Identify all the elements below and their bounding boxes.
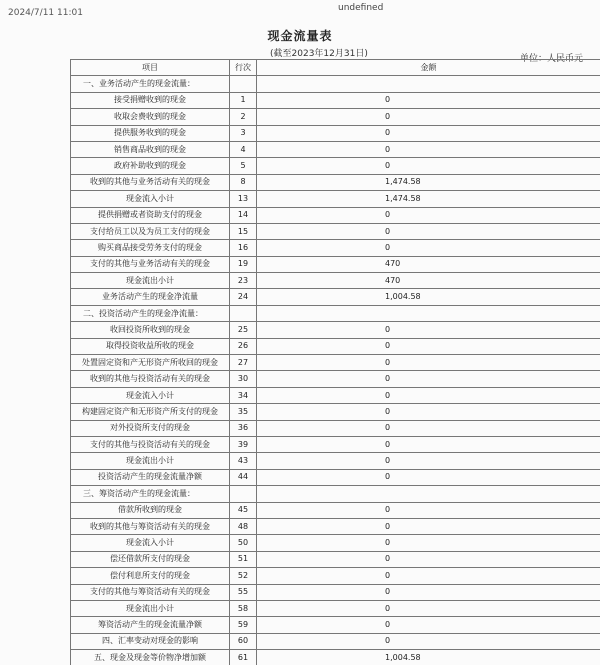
currency-unit: 单位：人民币元 (520, 54, 584, 64)
page-title: 现金流量表 (267, 29, 333, 43)
table-row (71, 355, 600, 371)
row-line-number: 27 (230, 355, 257, 371)
row-amount: 0 (257, 158, 600, 174)
row-item-label: 销售商品收到的现金 (71, 141, 230, 157)
row-line-number: 36 (230, 420, 257, 436)
table-row (71, 289, 600, 305)
row-item-label: 投资活动产生的现金流量净额 (71, 469, 230, 485)
table-row (71, 240, 600, 256)
row-amount: 0 (257, 551, 600, 567)
table-row (71, 486, 600, 502)
table-row (71, 420, 600, 436)
row-amount: 1,004.58 (257, 650, 600, 665)
row-line-number: 19 (230, 256, 257, 272)
row-amount: 0 (257, 338, 600, 354)
table-row (71, 322, 600, 338)
row-line-number: 25 (230, 322, 257, 338)
row-amount: 0 (257, 387, 600, 403)
row-item-label: 收到的其他与投资活动有关的现金 (71, 371, 230, 387)
row-line-number: 45 (230, 502, 257, 518)
row-amount: 470 (257, 273, 600, 289)
row-item-label: 现金流入小计 (71, 535, 230, 551)
table-row (71, 650, 600, 665)
cash-flow-table (70, 59, 600, 665)
row-item-label: 对外投资所支付的现金 (71, 420, 230, 436)
row-amount: 470 (257, 256, 600, 272)
row-line-number: 1 (230, 92, 257, 108)
row-amount: 0 (257, 469, 600, 485)
row-item-label: 借款所收到的现金 (71, 502, 230, 518)
row-line-number: 55 (230, 584, 257, 600)
row-amount: 0 (257, 436, 600, 452)
row-amount: 0 (257, 453, 600, 469)
row-item-label: 支付给员工以及为员工支付的现金 (71, 223, 230, 239)
row-line-number: 43 (230, 453, 257, 469)
row-amount: 0 (257, 535, 600, 551)
table-row (71, 174, 600, 190)
row-item-label: 现金流出小计 (71, 600, 230, 616)
row-line-number: 26 (230, 338, 257, 354)
row-line-number: 51 (230, 551, 257, 567)
row-amount: 0 (257, 633, 600, 649)
table-row (71, 453, 600, 469)
row-line-number: 44 (230, 469, 257, 485)
row-line-number: 59 (230, 617, 257, 633)
row-line-number: 50 (230, 535, 257, 551)
row-amount: 0 (257, 584, 600, 600)
row-item-label: 支付的其他与筹资活动有关的现金 (71, 584, 230, 600)
table-row (71, 92, 600, 108)
row-amount: 0 (257, 502, 600, 518)
period-label: (截至2023年12月31日) (270, 49, 368, 59)
row-line-number: 16 (230, 240, 257, 256)
row-line-number: 15 (230, 223, 257, 239)
row-amount: 0 (257, 600, 600, 616)
row-line-number: 24 (230, 289, 257, 305)
row-item-label: 提供服务收到的现金 (71, 125, 230, 141)
row-amount: 1,474.58 (257, 174, 600, 190)
table-row (71, 191, 600, 207)
table-row (71, 568, 600, 584)
table-row (71, 305, 600, 321)
table-row (71, 76, 600, 92)
row-amount: 0 (257, 240, 600, 256)
row-amount (257, 486, 600, 502)
row-amount: 1,474.58 (257, 191, 600, 207)
row-item-label: 现金流入小计 (71, 191, 230, 207)
row-line-number: 35 (230, 404, 257, 420)
table-row (71, 518, 600, 534)
row-amount: 0 (257, 125, 600, 141)
row-item-label: 收取会费收到的现金 (71, 109, 230, 125)
row-item-label: 收回投资所收到的现金 (71, 322, 230, 338)
row-item-label: 政府补助收到的现金 (71, 158, 230, 174)
row-amount: 0 (257, 322, 600, 338)
table-row (71, 141, 600, 157)
print-timestamp: 2024/7/11 11:01 (8, 8, 83, 18)
row-line-number: 30 (230, 371, 257, 387)
row-item-label: 三、筹资活动产生的现金流量： (71, 486, 230, 502)
table-row (71, 404, 600, 420)
row-line-number: 39 (230, 436, 257, 452)
row-item-label: 业务活动产生的现金净流量 (71, 289, 230, 305)
row-item-label: 支付的其他与投资活动有关的现金 (71, 436, 230, 452)
row-amount: 0 (257, 404, 600, 420)
row-item-label: 收到的其他与业务活动有关的现金 (71, 174, 230, 190)
row-item-label: 处置固定资和产无形资产所收回的现金 (71, 355, 230, 371)
row-amount: 0 (257, 518, 600, 534)
row-item-label: 构建固定资产和无形资产所支付的现金 (71, 404, 230, 420)
header-mark: undefined (338, 3, 384, 13)
row-item-label: 购买商品接受劳务支付的现金 (71, 240, 230, 256)
column-header-line: 行次 (230, 60, 257, 76)
row-amount: 0 (257, 371, 600, 387)
row-amount: 0 (257, 207, 600, 223)
table-row (71, 338, 600, 354)
row-item-label: 取得投资收益所收的现金 (71, 338, 230, 354)
row-line-number (230, 76, 257, 92)
row-item-label: 一、业务活动产生的现金流量： (71, 76, 230, 92)
row-item-label: 筹资活动产生的现金流量净额 (71, 617, 230, 633)
row-item-label: 四、汇率变动对现金的影响 (71, 633, 230, 649)
column-header-item: 项目 (71, 60, 230, 76)
row-item-label: 偿还借款所支付的现金 (71, 551, 230, 567)
row-item-label: 收到的其他与筹资活动有关的现金 (71, 518, 230, 534)
table-row (71, 223, 600, 239)
row-amount (257, 305, 600, 321)
row-line-number: 60 (230, 633, 257, 649)
row-line-number: 3 (230, 125, 257, 141)
column-header-amount: 金额 (257, 60, 600, 76)
table-row (71, 109, 600, 125)
row-line-number: 48 (230, 518, 257, 534)
table-row (71, 256, 600, 272)
row-amount: 0 (257, 617, 600, 633)
row-item-label: 二、投资活动产生的现金净流量： (71, 305, 230, 321)
row-item-label: 现金流入小计 (71, 387, 230, 403)
row-line-number: 4 (230, 141, 257, 157)
row-amount: 0 (257, 141, 600, 157)
table-row (71, 158, 600, 174)
row-item-label: 偿付利息所支付的现金 (71, 568, 230, 584)
table-row (71, 600, 600, 616)
row-item-label: 现金流出小计 (71, 453, 230, 469)
row-line-number (230, 486, 257, 502)
table-row (71, 387, 600, 403)
table-row (71, 436, 600, 452)
row-line-number: 14 (230, 207, 257, 223)
table-row (71, 535, 600, 551)
row-line-number: 52 (230, 568, 257, 584)
row-amount: 0 (257, 355, 600, 371)
row-item-label: 支付的其他与业务活动有关的现金 (71, 256, 230, 272)
row-amount: 0 (257, 223, 600, 239)
row-line-number: 13 (230, 191, 257, 207)
row-line-number: 61 (230, 650, 257, 665)
row-item-label: 五、现金及现金等价物净增加额 (71, 650, 230, 665)
row-amount: 0 (257, 568, 600, 584)
table-row (71, 469, 600, 485)
row-item-label: 提供捐赠或者资助支付的现金 (71, 207, 230, 223)
row-line-number: 2 (230, 109, 257, 125)
table-header-row (71, 60, 600, 76)
row-line-number: 5 (230, 158, 257, 174)
table-row (71, 617, 600, 633)
table-row (71, 584, 600, 600)
row-item-label: 现金流出小计 (71, 273, 230, 289)
table-row (71, 125, 600, 141)
table-row (71, 207, 600, 223)
table-row (71, 633, 600, 649)
row-amount (257, 76, 600, 92)
cash-flow-statement (70, 59, 600, 665)
row-amount: 1,004.58 (257, 289, 600, 305)
row-line-number: 58 (230, 600, 257, 616)
table-row (71, 371, 600, 387)
row-line-number: 34 (230, 387, 257, 403)
row-line-number: 23 (230, 273, 257, 289)
row-amount: 0 (257, 92, 600, 108)
table-row (71, 502, 600, 518)
table-row (71, 273, 600, 289)
row-line-number (230, 305, 257, 321)
row-amount: 0 (257, 109, 600, 125)
row-item-label: 接受捐赠收到的现金 (71, 92, 230, 108)
row-amount: 0 (257, 420, 600, 436)
row-line-number: 8 (230, 174, 257, 190)
table-row (71, 551, 600, 567)
